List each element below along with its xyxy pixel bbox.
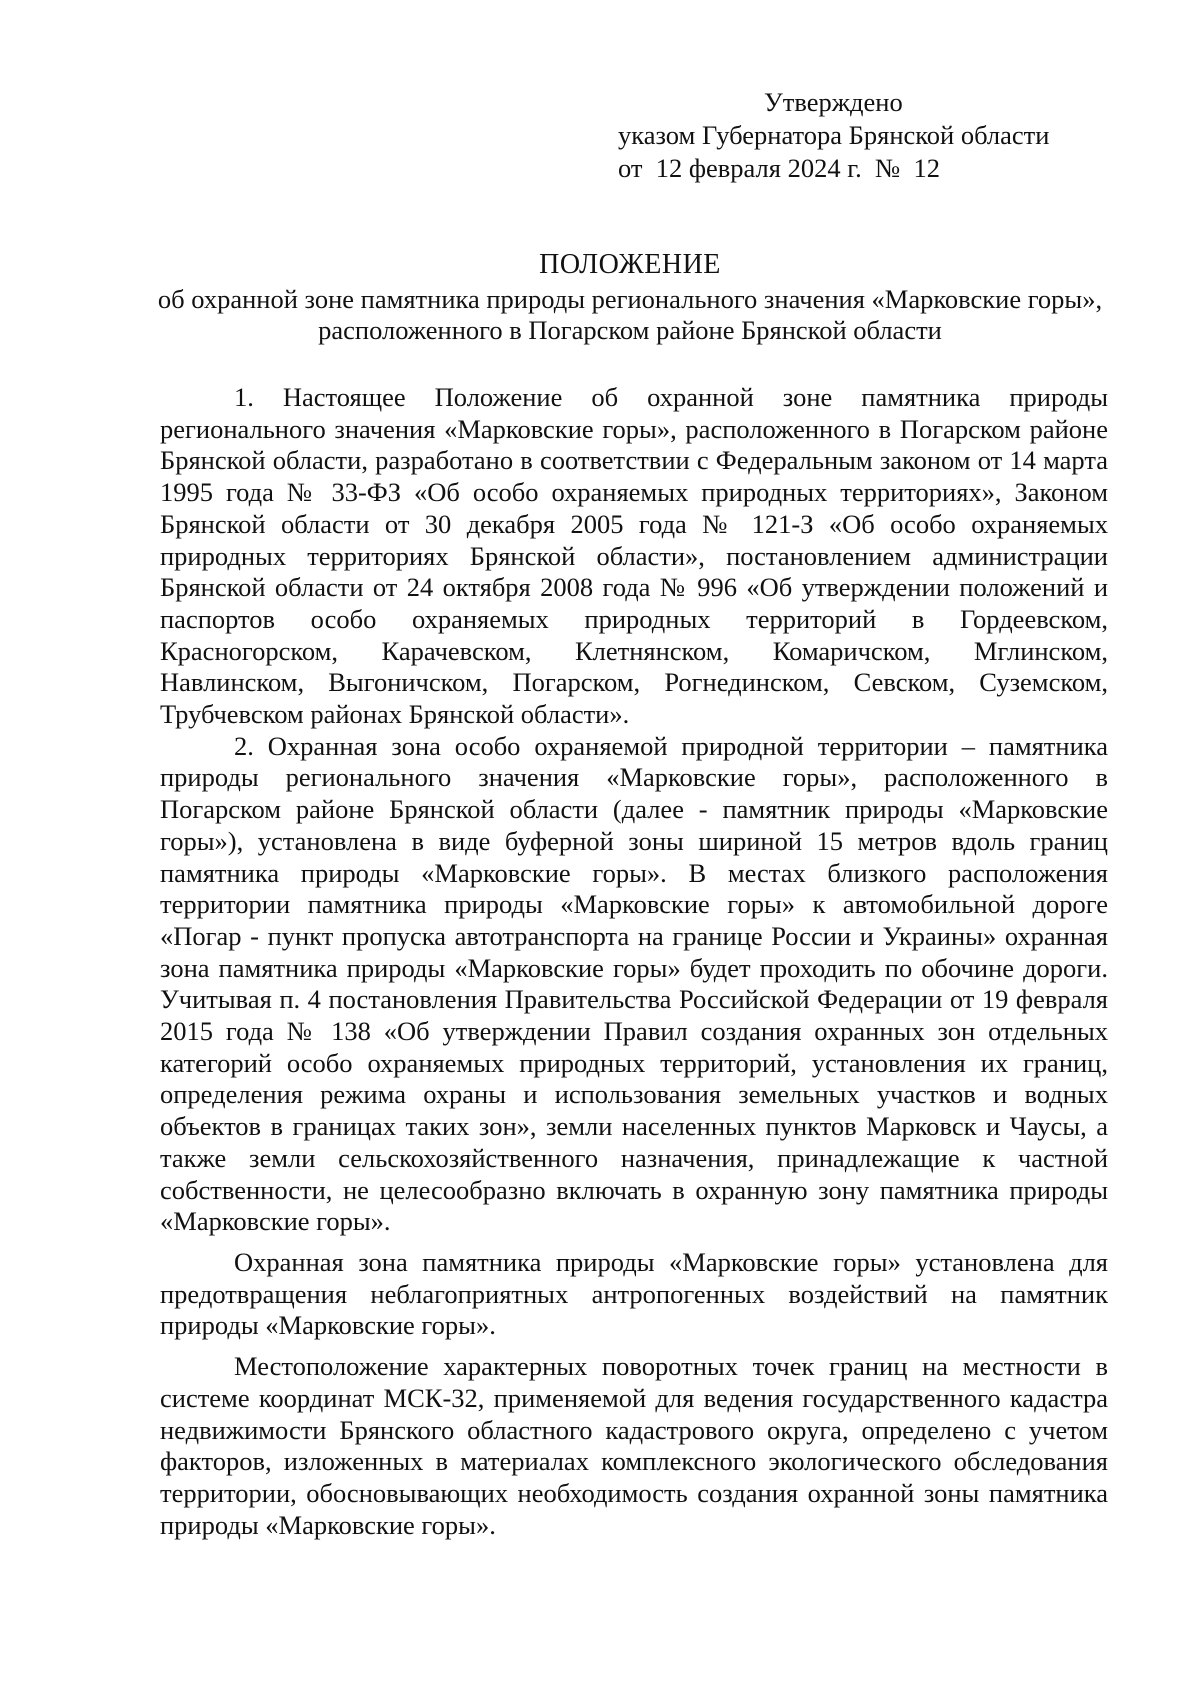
paragraph-4: Местоположение характерных поворотных точек границ на местности в системе координат МСК-32, применяемой для ведения государственного кадастра недвижимости Брянского областного кадастрового округа, определено с учетом факторов, изложенных в материалах комплексного экологического обследования территории, обосновывающих необходимость создания охранной зоны памятника природы «Марковские горы». [160, 1351, 1108, 1540]
document-subtitle: об охранной зоне памятника природы регионального значения «Марковские горы», расположенного в Погарском районе Брянской области [157, 284, 1103, 345]
paragraph-1: 1. Настоящее Положение об охранной зоне памятника природы регионального значения «Марковские горы», расположенного в Погарском районе Брянской области, разработано в соответствии с Федеральным законом от 14 марта 1995 года № 33-ФЗ «Об особо охраняемых природных территориях», Законом Брянской области от 30 декабря 2005 года № 121-З «Об особо охраняемых природных территориях Брянской области», постановлением администрации Брянской области от 24 октября 2008 года № 996 «Об утверждении положений и паспортов особо охраняемых природных территорий в Гордеевском, Красногорском, Карачевском, Клетнянском, Комаричском, Мглинском, Навлинском, Выгоничском, Погарском, Рогнединском, Севском, Суземском, Трубчевском районах Брянской области». [160, 382, 1108, 730]
paragraph-3: Охранная зона памятника природы «Марковские горы» установлена для предотвращения неблагоприятных антропогенных воздействий на памятник природы «Марковские горы». [160, 1246, 1108, 1341]
approval-authority: указом Губернатора Брянской области [618, 120, 1050, 150]
document-title: ПОЛОЖЕНИЕ [539, 249, 721, 280]
document-body [160, 382, 1108, 1541]
approval-stamp [618, 86, 1098, 185]
approval-date-number: от 12 февраля 2024 г. № 12 [618, 153, 940, 183]
approval-heading: Утверждено [764, 87, 903, 117]
document-heading [150, 248, 1110, 346]
paragraph-2: 2. Охранная зона особо охраняемой природной территории – памятника природы регионального значения «Марковские горы», расположенного в Погарском районе Брянской области (далее - памятник природы «Марковские горы»), установлена в виде буферной зоны шириной 15 метров вдоль границ памятника природы «Марковские горы». В местах близкого расположения территории памятника природы «Марковские горы» к автомобильной дороге «Погар - пункт пропуска автотранспорта на границе России и Украины» охранная зона памятника природы «Марковские горы» будет проходить по обочине дороги. Учитывая п. 4 постановления Правительства Российской Федерации от 19 февраля 2015 года № 138 «Об утверждении Правил создания охранных зон отдельных категорий особо охраняемых природных территорий, установления их границ, определения режима охраны и использования земельных участков и водных объектов в границах таких зон», земли населенных пунктов Марковск и Чаусы, а также земли сельскохозяйственного назначения, принадлежащие к частной собственности, не целесообразно включать в охранную зону памятника природы «Марковские горы». [160, 730, 1108, 1237]
